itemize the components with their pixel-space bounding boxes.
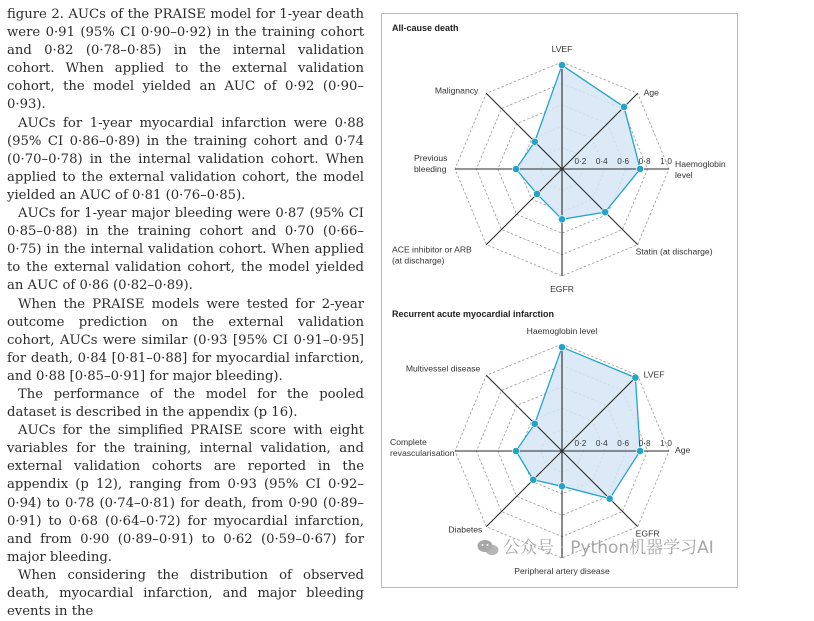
axis-label: Multivessel disease [405,363,481,374]
data-point [620,103,627,110]
tick-label: 0·6 [617,157,630,166]
data-point [558,216,565,223]
axis-label: LVEF [551,44,573,54]
axis-label: Age [675,445,691,455]
axis-label: Statin (at discharge) [635,246,713,257]
data-point [531,138,538,145]
data-point [558,62,565,69]
data-point [512,447,519,454]
tick-label: 0·2 [574,157,587,166]
chart-title-mi: Recurrent acute myocardial infarction [392,309,555,319]
paragraph: figure 2. AUCs of the PRAISE model for 1-year death were 0·91 (95% CI 0·90–0·92) in the training cohort and 0·82 (0·78–0·85) in the internal validation cohort. When applied to the external validation cohort, the model yielded an AUC of 0·92 (0·90–0·93). [7,7,364,113]
data-point [606,495,613,502]
tick-label: 0·2 [574,439,587,448]
axis-label: Previous bleeding [414,153,448,174]
tick-label: 0·4 [595,157,608,166]
axis-label: EGFR [550,284,574,294]
paragraph: AUCs for the simplified PRAISE score with eight variables for the training, internal validation, and external validation cohorts are reported in the appendix (p 12), ranging from 0·93 (95% CI 0·92–0·94) to 0·78 (0·74–0·81) for death, from 0·90 (0·89–0·91) to 0·68 (0·64–0·72) for myocardial infarction, and from 0·90 (0·89–0·91) to 0·62 (0·59–0·67) for major bleeding. [7,423,364,565]
axis-label: Malignancy [434,85,479,96]
axis-label: Diabetes [448,524,483,535]
tick-label: 0·4 [595,439,608,448]
watermark-text: 公众号 · Python机器学习AI [503,538,714,558]
data-point [632,374,639,381]
data-point [531,420,538,427]
axis-label: Age [643,87,659,98]
axis-label: EGFR [635,528,660,539]
data-point [533,190,540,197]
data-point [558,344,565,351]
axis-label: Complete revascularisation [390,437,455,458]
tick-label: 1·0 [660,157,672,166]
axis-label: ACE inhibitor or ARB (at discharge) [392,244,472,266]
chart-title-death: All-cause death [392,23,459,33]
axis-label: LVEF [643,369,665,380]
data-point [637,165,644,172]
axis-label: Haemoglobin level [526,326,598,336]
tick-label: 0·6 [617,439,630,448]
data-point [558,483,565,490]
data-point [637,447,644,454]
paragraph: The performance of the model for the pooled dataset is described in the appendix (p 16). [7,386,364,421]
paragraph: When considering the distribution of observed death, myocardial infarction, and major bleeding events in the [7,567,364,620]
axis-label: Peripheral artery disease [514,566,610,576]
data-point [602,209,609,216]
wechat-icon [477,539,499,556]
data-point [512,165,519,172]
paragraph: AUCs for 1-year myocardial infarction were 0·88 (95% CI 0·86–0·89) in the training cohort and 0·74 (0·70–0·78) in the internal validation cohort. When applied to the external validation cohort, the model yielded an AUC of 0·81 (0·76–0·85). [7,115,364,203]
tick-label: 1·0 [660,439,672,448]
axis-label: Haemoglobin level [675,159,726,180]
tick-label: 0·8 [638,439,651,448]
paragraph: When the PRAISE models were tested for 2-year outcome prediction on the external validation cohort, AUCs were similar (0·93 [95% CI 0·91–0·95] for death, 0·84 [0·81–0·88] for myocardial infarction, and 0·88 [0·85–0·91] for major bleeding). [7,296,364,384]
paragraph: AUCs for 1-year major bleeding were 0·87 (95% CI 0·85–0·88) in the training cohort and 0·70 (0·66–0·75) in the internal validation cohort. When applied to the external validation cohort, the model yielded an AUC of 0·86 (0·82–0·89). [7,206,364,294]
tick-label: 0·8 [638,157,651,166]
data-point [530,476,537,483]
watermark [477,533,714,558]
